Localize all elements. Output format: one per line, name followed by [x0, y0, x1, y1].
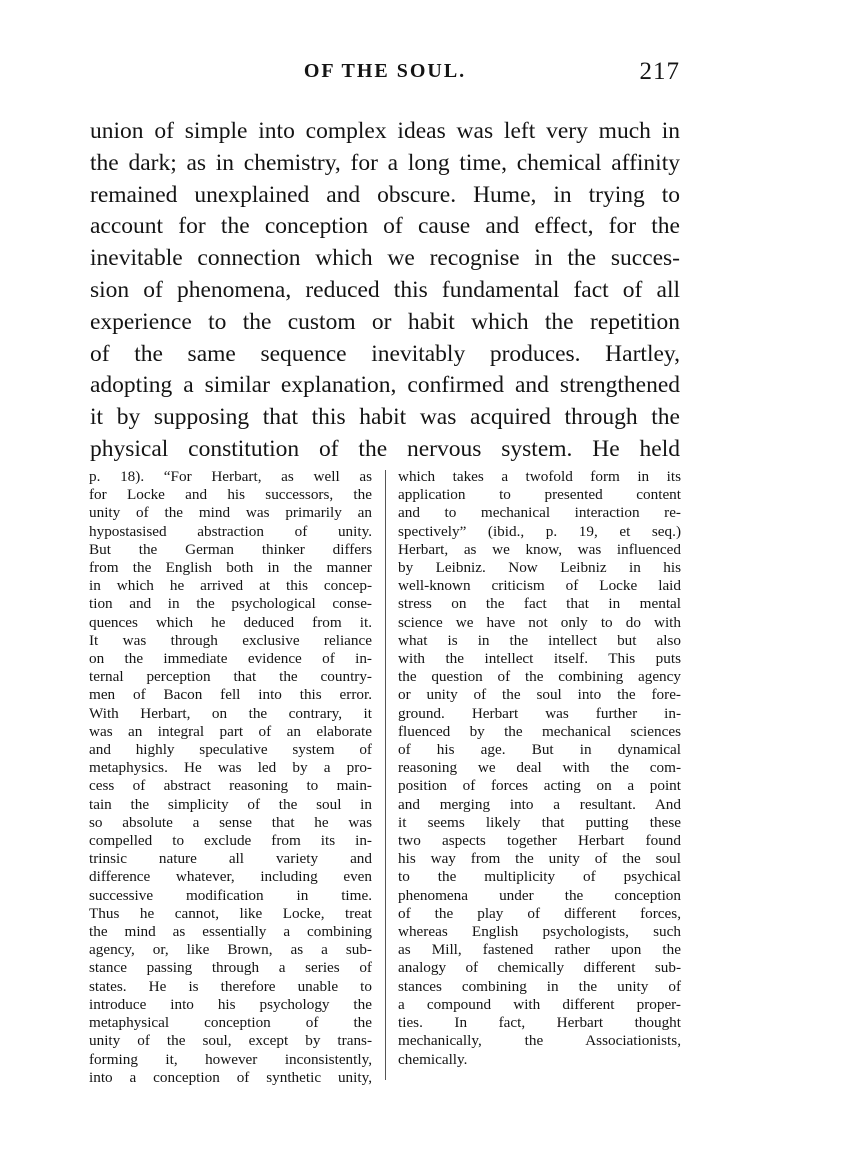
text-line: ground. Herbart was further in-: [398, 704, 681, 722]
text-line: p. 18). “For Herbart, as well as: [89, 468, 372, 485]
text-line: position of forces acting on a point: [398, 777, 681, 795]
text-line: hypostasised abstraction of unity.: [89, 522, 372, 540]
text-line: successive modification in time.: [89, 886, 372, 904]
text-line: union of simple into complex ideas was left very much in: [90, 118, 680, 144]
text-line: But the German thinker differs: [89, 540, 372, 558]
text-line: of the play of different forces,: [398, 904, 681, 922]
text-line: science we have not only to do with: [398, 613, 681, 631]
text-line: with the intellect itself. This puts: [398, 650, 681, 668]
text-line: from the English both in the manner: [89, 559, 372, 577]
text-line: the dark; as in chemistry, for a long time, chemical affinity: [90, 149, 680, 176]
text-line: so absolute a sense that he was: [89, 813, 372, 831]
text-line: quences which he deduced from it.: [89, 613, 372, 631]
text-line: difference whatever, including even: [89, 868, 372, 886]
text-line: spectively” (ibid., p. 19, et seq.): [398, 522, 681, 540]
text-line: tion and in the psychological conse-: [89, 595, 372, 613]
text-line: application to presented content: [398, 486, 681, 504]
text-line: which takes a twofold form in its: [398, 468, 681, 485]
text-line: to the multiplicity of psychical: [398, 868, 681, 886]
text-line: the question of the combining agency: [398, 668, 681, 686]
text-line: stance passing through a series of: [89, 959, 372, 977]
text-line: phenomena under the conception: [398, 886, 681, 904]
text-line: on the immediate evidence of in-: [89, 650, 372, 668]
text-line: physical constitution of the nervous system. He held: [90, 435, 680, 462]
text-line: fluenced by the mechanical sciences: [398, 722, 681, 740]
text-line: his way from the unity of the soul: [398, 850, 681, 868]
text-line: introduce into his psychology the: [89, 995, 372, 1013]
text-line: inevitable connection which we recognise in the succes-: [90, 245, 680, 272]
text-line: two aspects together Herbart found: [398, 832, 681, 850]
main-body-text: [90, 116, 680, 466]
text-line: chemically.: [398, 1050, 468, 1068]
text-line: into a conception of synthetic unity,: [89, 1068, 372, 1086]
text-line: was an integral part of an elaborate: [89, 722, 372, 740]
text-line: as Mill, fastened rather upon the: [398, 941, 681, 959]
text-line: mechanically, the Associationists,: [398, 1032, 681, 1050]
text-line: of the same sequence inevitably produces. Hartley,: [90, 340, 680, 367]
text-line: it seems likely that putting these: [398, 813, 681, 831]
text-line: or unity of the soul into the fore-: [398, 686, 681, 704]
text-line: and highly speculative system of: [89, 741, 372, 759]
footnote-right-column: [398, 468, 681, 1069]
text-line: for Locke and his successors, the: [89, 486, 372, 504]
text-line: well-known criticism of Locke laid: [398, 577, 681, 595]
text-line: trinsic nature all variety and: [89, 850, 372, 868]
text-line: and merging into a resultant. And: [398, 795, 681, 813]
text-line: of his age. But in dynamical: [398, 741, 681, 759]
text-line: stress on the fact that in mental: [398, 595, 681, 613]
text-line: reasoning we deal with the com-: [398, 759, 681, 777]
text-line: tain the simplicity of the soul in: [89, 795, 372, 813]
text-line: unity of the mind was primarily an: [89, 504, 372, 522]
page-header: [90, 60, 680, 90]
text-line: With Herbart, on the contrary, it: [89, 704, 372, 722]
running-title: OF THE SOUL.: [303, 60, 467, 82]
text-line: sion of phenomena, reduced this fundamental fact of all: [90, 276, 680, 303]
text-line: metaphysical conception of the: [89, 1014, 372, 1032]
text-line: Thus he cannot, like Locke, treat: [89, 904, 372, 922]
text-line: and to mechanical interaction re-: [398, 504, 681, 522]
text-line: men of Bacon fell into this error.: [89, 686, 372, 704]
text-line: forming it, however inconsistently,: [89, 1050, 372, 1068]
footnote-left-column: [89, 468, 372, 1087]
text-line: it by supposing that this habit was acquired through the: [90, 404, 680, 431]
text-line: compelled to exclude from its in-: [89, 832, 372, 850]
text-line: by Leibniz. Now Leibniz in his: [398, 559, 681, 577]
text-line: stances combining in the unity of: [398, 977, 681, 995]
text-line: agency, or, like Brown, as a sub-: [89, 941, 372, 959]
column-divider: [385, 470, 386, 1080]
text-line: ternal perception that the country-: [89, 668, 372, 686]
text-line: analogy of chemically different sub-: [398, 959, 681, 977]
text-line: in which he arrived at this concep-: [89, 577, 372, 595]
page-number: 217: [639, 58, 680, 85]
text-line: whereas English psychologists, such: [398, 923, 681, 941]
text-line: states. He is therefore unable to: [89, 977, 372, 995]
text-line: It was through exclusive reliance: [89, 631, 372, 649]
text-line: a compound with different proper-: [398, 995, 681, 1013]
text-line: Herbart, as we know, was influenced: [398, 540, 681, 558]
text-line: the mind as essentially a combining: [89, 923, 372, 941]
text-line: metaphysics. He was led by a pro-: [89, 759, 372, 777]
text-line: unity of the soul, except by trans-: [89, 1032, 372, 1050]
text-line: account for the conception of cause and effect, for the: [90, 213, 680, 240]
text-line: what is in the intellect but also: [398, 631, 681, 649]
text-line: cess of abstract reasoning to main-: [89, 777, 372, 795]
text-line: experience to the custom or habit which the repetition: [90, 308, 680, 335]
text-line: ties. In fact, Herbart thought: [398, 1014, 681, 1032]
text-line: remained unexplained and obscure. Hume, in trying to: [90, 181, 680, 208]
text-line: adopting a similar explanation, confirmed and strengthened: [90, 372, 680, 399]
